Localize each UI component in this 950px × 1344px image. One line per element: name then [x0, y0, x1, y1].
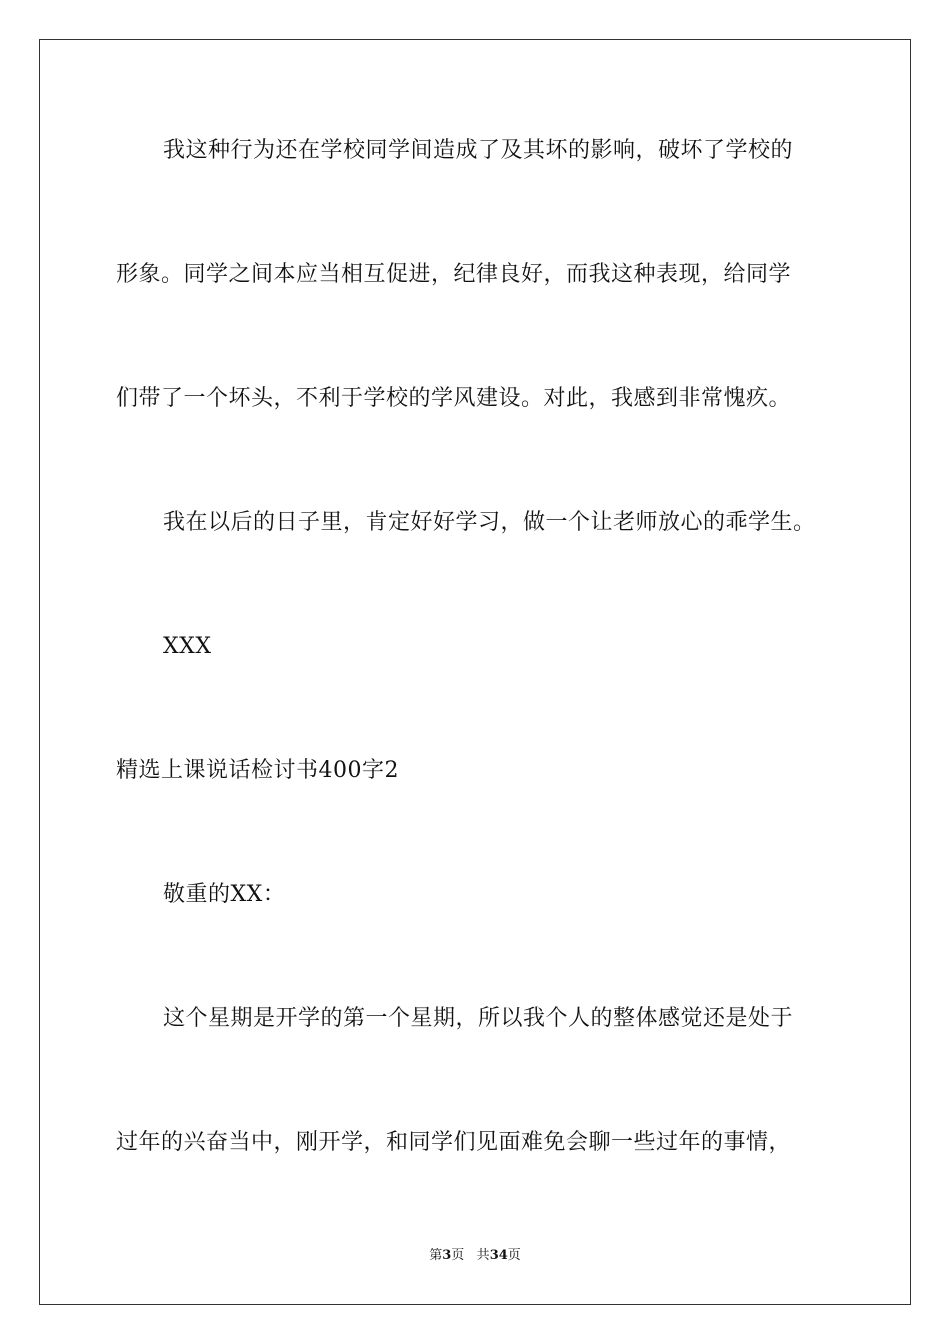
salutation-line: 敬重的XX： [163, 882, 286, 907]
footer-total-prefix: 共 [476, 1248, 490, 1263]
footer-page-unit: 页 [451, 1248, 465, 1263]
footer-page-number: 3 [442, 1248, 452, 1263]
footer-total-unit: 页 [507, 1248, 521, 1263]
paragraph-line-5: 这个星期是开学的第一个星期，所以我个人的整体感觉还是处于 [163, 1006, 794, 1031]
paragraph-line-4: 我在以后的日子里，肯定好好学习，做一个让老师放心的乖学生。 [163, 510, 816, 535]
page-footer [0, 1246, 950, 1266]
paragraph-line-1: 我这种行为还在学校同学间造成了及其坏的影响，破坏了学校的 [163, 138, 794, 163]
paragraph-line-2: 形象。同学之间本应当相互促进，纪律良好，而我这种表现，给同学 [116, 262, 792, 287]
footer-prefix: 第 [429, 1248, 443, 1263]
paragraph-line-6: 过年的兴奋当中，刚开学，和同学们见面难免会聊一些过年的事情， [116, 1130, 792, 1155]
page-border [39, 39, 911, 1305]
footer-total-pages: 34 [489, 1248, 508, 1263]
signature-line: XXX [163, 634, 212, 659]
section-heading: 精选上课说话检讨书400字2 [116, 758, 399, 783]
paragraph-line-3: 们带了一个坏头，不利于学校的学风建设。对此，我感到非常愧疚。 [116, 386, 792, 411]
